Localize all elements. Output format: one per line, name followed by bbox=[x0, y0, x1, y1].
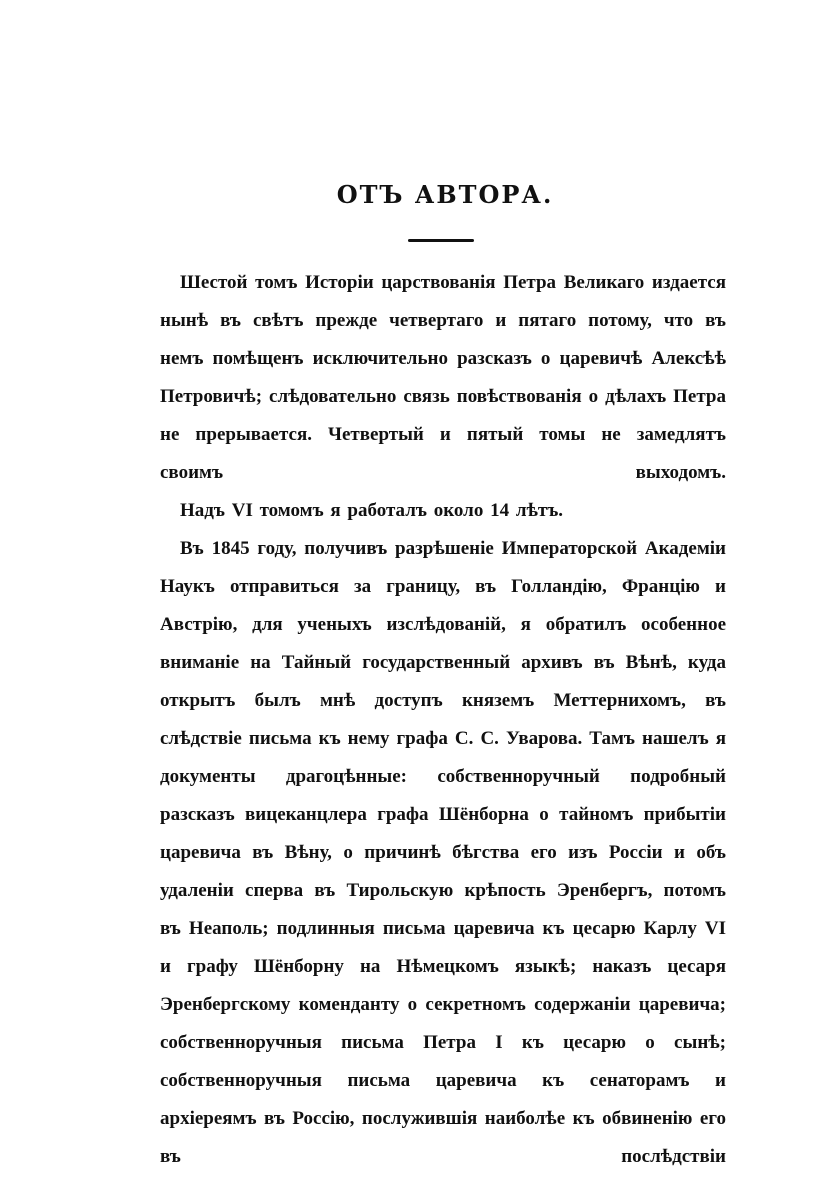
paragraph: Шестой томъ Исторіи царствованія Петра Великаго издается нынѣ въ свѣтъ прежде четвертаго и пятаго потому, что въ немъ помѣщенъ исключительно разсказъ о царевичѣ Алексѣѣ Петровичѣ; слѣдовательно связь повѣствованія о дѣлахъ Петра не прерывается. Четвертый и пятый томы не замедлятъ своимъ выходомъ. bbox=[160, 272, 726, 483]
paragraph: Въ 1845 году, получивъ разрѣшеніе Императорской Академіи Наукъ отправиться за границу, въ Голландію, Францію и Австрію, для ученыхъ изслѣдованій, я обратилъ особенное вниманіе на Тайный государственный архивъ въ Вѣнѣ, куда открытъ былъ мнѣ доступъ княземъ Меттернихомъ, въ слѣдствіе письма къ нему графа С. С. Уварова. Тамъ нашелъ я документы драгоцѣнные: собственноручный подробный разсказъ вицеканцлера графа Шёнборна о тайномъ прибытіи царевича въ Вѣну, о причинѣ бѣгства его изъ Россіи и объ удаленіи сперва въ Тирольскую крѣпость Эренбергъ, потомъ въ Неаполь; подлинныя письма царевича къ цесарю Карлу VI и графу Шёнборну на Нѣмецкомъ языкѣ; наказъ цесаря Эренбергскому коменданту о секретномъ содержаніи царевича; собственноручныя письма Петра I къ цесарю о сынѣ; собственноручныя письма царевича къ сенаторамъ и архіереямъ въ Россію, послужившія наиболѣе къ обвиненію его въ послѣдствіи bbox=[160, 538, 726, 1167]
body-text bbox=[160, 264, 726, 1176]
paragraph: Надъ VI томомъ я работалъ около 14 лѣтъ. bbox=[180, 500, 564, 521]
title-divider bbox=[408, 239, 474, 242]
page-title: ОТЪ АВТОРА. bbox=[336, 180, 554, 209]
